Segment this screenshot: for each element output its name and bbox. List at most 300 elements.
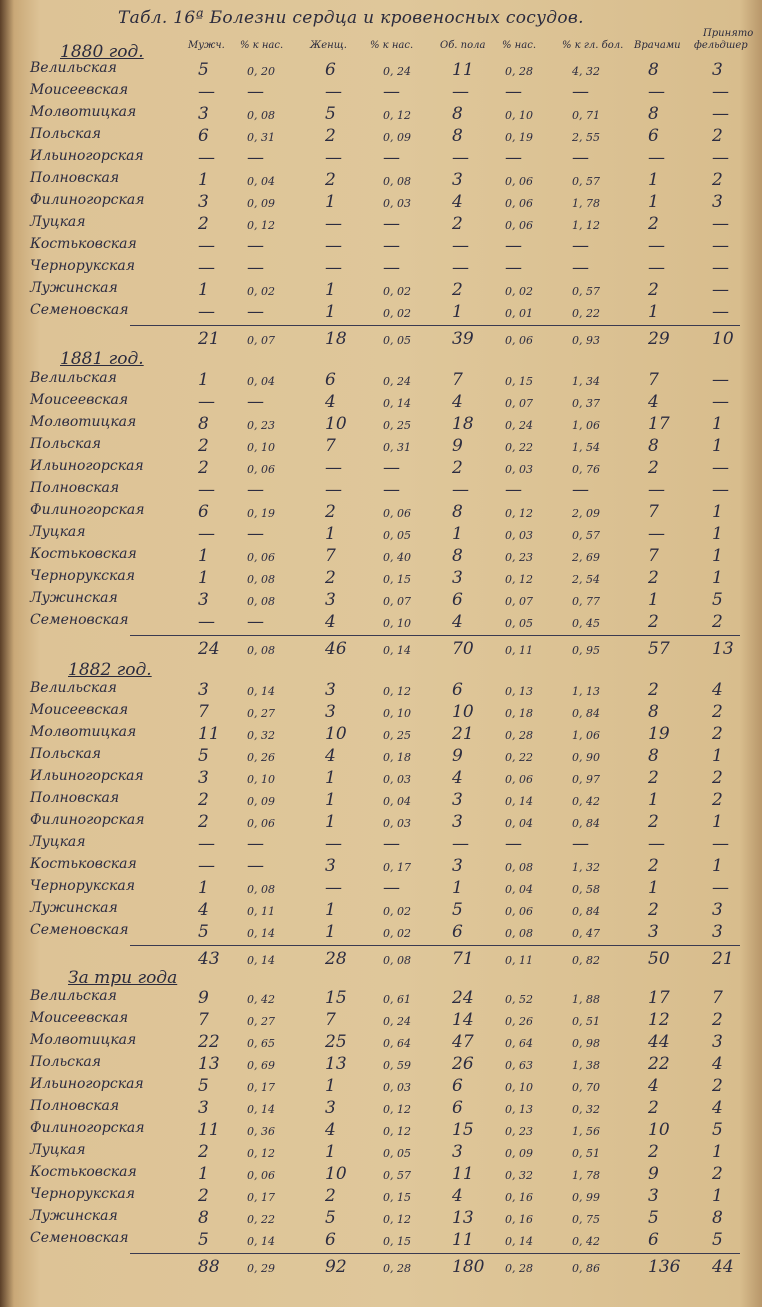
- table-cell: 3: [198, 768, 209, 788]
- table-cell: 4, 32: [572, 65, 600, 78]
- table-cell: 3: [325, 702, 336, 722]
- total-cell: 39: [452, 329, 474, 349]
- table-cell: —: [247, 236, 264, 256]
- table-cell: 0, 14: [383, 397, 411, 410]
- table-cell: 0, 05: [383, 1147, 411, 1160]
- table-cell: 0, 70: [572, 1081, 600, 1094]
- table-cell: 2: [712, 126, 723, 146]
- table-cell: 2: [712, 768, 723, 788]
- volost-name: Велильская: [30, 680, 117, 696]
- table-cell: 1: [712, 746, 723, 766]
- table-cell: 6: [452, 590, 463, 610]
- table-cell: 1: [198, 170, 209, 190]
- table-cell: 3: [325, 590, 336, 610]
- table-cell: 0, 58: [572, 883, 600, 896]
- table-cell: 0, 69: [247, 1059, 275, 1072]
- volost-name: Семеновская: [30, 302, 129, 318]
- table-cell: 10: [325, 414, 347, 434]
- volost-name: Костьковская: [30, 1164, 137, 1180]
- table-row: [0, 922, 762, 944]
- table-cell: 0, 11: [247, 905, 275, 918]
- table-cell: 2: [712, 1010, 723, 1030]
- table-cell: 2: [712, 612, 723, 632]
- table-row: [0, 1098, 762, 1120]
- table-cell: 1: [198, 370, 209, 390]
- table-cell: —: [247, 524, 264, 544]
- table-cell: 0, 64: [383, 1037, 411, 1050]
- table-cell: 0, 12: [505, 507, 533, 520]
- table-cell: 5: [198, 1230, 209, 1250]
- table-cell: 3: [712, 192, 723, 212]
- volost-name: Ильиногорская: [30, 458, 144, 474]
- table-cell: 1: [198, 878, 209, 898]
- table-cell: 0, 12: [383, 1125, 411, 1138]
- table-cell: —: [572, 82, 589, 102]
- total-cell: 0, 08: [247, 644, 275, 657]
- table-cell: 0, 06: [505, 905, 533, 918]
- table-cell: 0, 12: [247, 219, 275, 232]
- table-cell: 0, 25: [383, 419, 411, 432]
- table-cell: —: [648, 148, 665, 168]
- header-female-pct: % к нас.: [370, 40, 414, 51]
- table-cell: 8: [198, 1208, 209, 1228]
- table-cell: —: [198, 480, 215, 500]
- table-cell: —: [648, 236, 665, 256]
- section-heading: 1880 год.: [60, 42, 144, 62]
- table-cell: —: [198, 258, 215, 278]
- table-cell: 9: [452, 746, 463, 766]
- table-cell: 1, 38: [572, 1059, 600, 1072]
- table-cell: 9: [198, 988, 209, 1008]
- table-cell: —: [325, 480, 342, 500]
- volost-name: Ильиногорская: [30, 768, 144, 784]
- table-cell: 0, 16: [505, 1191, 533, 1204]
- table-cell: 22: [648, 1054, 670, 1074]
- table-row: [0, 1032, 762, 1054]
- table-cell: 3: [325, 680, 336, 700]
- table-cell: —: [712, 392, 729, 412]
- table-cell: 1, 56: [572, 1125, 600, 1138]
- table-cell: 3: [648, 1186, 659, 1206]
- table-cell: 0, 31: [247, 131, 275, 144]
- total-rule: [130, 945, 740, 946]
- table-cell: 0, 08: [247, 109, 275, 122]
- volost-name: Семеновская: [30, 922, 129, 938]
- volost-name: Луцкая: [30, 1142, 86, 1158]
- table-cell: 0, 27: [247, 1015, 275, 1028]
- total-cell: 0, 82: [572, 954, 600, 967]
- table-cell: 0, 10: [247, 441, 275, 454]
- table-cell: 4: [452, 392, 463, 412]
- volost-name: Молвотицкая: [30, 724, 137, 740]
- volost-name: Семеновская: [30, 612, 129, 628]
- table-cell: 0, 76: [572, 463, 600, 476]
- table-cell: 3: [452, 856, 463, 876]
- table-row: [0, 812, 762, 834]
- table-cell: 3: [198, 192, 209, 212]
- table-cell: —: [712, 214, 729, 234]
- table-cell: 1: [452, 302, 463, 322]
- table-cell: 0, 08: [383, 175, 411, 188]
- table-cell: 0, 12: [247, 1147, 275, 1160]
- table-cell: —: [198, 82, 215, 102]
- table-cell: —: [572, 236, 589, 256]
- table-cell: 4: [648, 392, 659, 412]
- table-cell: 1: [325, 790, 336, 810]
- table-row: [0, 370, 762, 392]
- volost-name: Лужинская: [30, 1208, 118, 1224]
- table-cell: 0, 71: [572, 109, 600, 122]
- table-cell: 0, 61: [383, 993, 411, 1006]
- table-cell: 0, 18: [383, 751, 411, 764]
- table-cell: 1: [712, 856, 723, 876]
- table-cell: 3: [712, 60, 723, 80]
- table-row: [0, 1142, 762, 1164]
- table-cell: 4: [712, 1098, 723, 1118]
- table-cell: —: [325, 258, 342, 278]
- table-cell: —: [247, 834, 264, 854]
- table-cell: 0, 64: [505, 1037, 533, 1050]
- header-male: Мужч.: [188, 40, 225, 51]
- table-cell: 0, 27: [247, 707, 275, 720]
- table-cell: —: [383, 258, 400, 278]
- table-cell: 0, 19: [505, 131, 533, 144]
- table-cell: 2: [198, 458, 209, 478]
- table-cell: 0, 04: [505, 883, 533, 896]
- table-cell: 0, 10: [383, 617, 411, 630]
- total-cell: 0, 11: [505, 644, 533, 657]
- table-row: [0, 1076, 762, 1098]
- table-cell: 0, 01: [505, 307, 533, 320]
- table-cell: —: [648, 834, 665, 854]
- table-cell: 3: [452, 812, 463, 832]
- table-cell: 2: [198, 1186, 209, 1206]
- table-cell: 2, 54: [572, 573, 600, 586]
- table-cell: —: [505, 834, 522, 854]
- table-cell: 1, 54: [572, 441, 600, 454]
- table-cell: 0, 42: [572, 795, 600, 808]
- table-cell: 8: [648, 702, 659, 722]
- table-cell: 1: [325, 192, 336, 212]
- table-cell: 4: [325, 746, 336, 766]
- table-cell: 18: [452, 414, 474, 434]
- table-cell: 0, 04: [383, 795, 411, 808]
- table-cell: 17: [648, 414, 670, 434]
- table-row: [0, 568, 762, 590]
- table-cell: 0, 90: [572, 751, 600, 764]
- table-cell: 3: [325, 1098, 336, 1118]
- table-row: [0, 280, 762, 302]
- table-cell: 1: [712, 568, 723, 588]
- table-cell: 0, 08: [247, 883, 275, 896]
- table-row: [0, 436, 762, 458]
- table-cell: 5: [198, 1076, 209, 1096]
- table-cell: —: [247, 480, 264, 500]
- table-cell: 1: [712, 546, 723, 566]
- total-cell: 136: [648, 1257, 681, 1277]
- volost-name: Польская: [30, 1054, 101, 1070]
- total-cell: 43: [198, 949, 220, 969]
- table-cell: —: [452, 480, 469, 500]
- volost-name: Филиногорская: [30, 812, 145, 828]
- table-cell: 19: [648, 724, 670, 744]
- table-cell: 0, 24: [383, 65, 411, 78]
- table-cell: 0, 65: [247, 1037, 275, 1050]
- table-cell: 0, 45: [572, 617, 600, 630]
- table-cell: 0, 63: [505, 1059, 533, 1072]
- table-cell: 0, 47: [572, 927, 600, 940]
- table-row: [0, 1230, 762, 1252]
- table-cell: 0, 51: [572, 1015, 600, 1028]
- volost-name: Ильиногорская: [30, 148, 144, 164]
- table-cell: 7: [325, 1010, 336, 1030]
- table-cell: 0, 57: [572, 285, 600, 298]
- table-cell: 8: [198, 414, 209, 434]
- table-cell: 3: [452, 790, 463, 810]
- table-cell: 2: [648, 458, 659, 478]
- table-cell: —: [712, 82, 729, 102]
- table-cell: 0, 24: [383, 1015, 411, 1028]
- table-cell: 0, 09: [505, 1147, 533, 1160]
- table-cell: 25: [325, 1032, 347, 1052]
- section-heading: 1881 год.: [60, 349, 144, 369]
- table-cell: 0, 24: [505, 419, 533, 432]
- total-cell: 21: [712, 949, 734, 969]
- table-cell: 3: [452, 1142, 463, 1162]
- volost-name: Лужинская: [30, 280, 118, 296]
- table-cell: 0, 75: [572, 1213, 600, 1226]
- table-cell: 0, 15: [383, 1191, 411, 1204]
- table-cell: 0, 07: [505, 397, 533, 410]
- table-cell: 11: [452, 1164, 474, 1184]
- table-cell: 0, 14: [247, 927, 275, 940]
- table-cell: 4: [452, 192, 463, 212]
- table-cell: 0, 06: [383, 507, 411, 520]
- total-cell: 0, 95: [572, 644, 600, 657]
- table-cell: 2: [198, 812, 209, 832]
- table-row: [0, 170, 762, 192]
- table-cell: 0, 10: [505, 1081, 533, 1094]
- table-cell: —: [572, 148, 589, 168]
- total-cell: 0, 28: [505, 1262, 533, 1275]
- volost-name: Семеновская: [30, 1230, 129, 1246]
- table-cell: 1, 32: [572, 861, 600, 874]
- table-cell: 1: [712, 812, 723, 832]
- table-row: [0, 524, 762, 546]
- table-cell: 5: [712, 1120, 723, 1140]
- total-row: [0, 639, 762, 661]
- table-cell: —: [505, 236, 522, 256]
- table-cell: 3: [198, 1098, 209, 1118]
- table-cell: 2: [648, 1142, 659, 1162]
- table-cell: —: [383, 878, 400, 898]
- table-cell: 1: [712, 414, 723, 434]
- volost-name: Ильиногорская: [30, 1076, 144, 1092]
- table-cell: 0, 99: [572, 1191, 600, 1204]
- table-cell: 2: [325, 1186, 336, 1206]
- table-row: [0, 258, 762, 280]
- table-cell: 0, 06: [247, 463, 275, 476]
- table-cell: 0, 02: [505, 285, 533, 298]
- table-cell: —: [247, 82, 264, 102]
- table-cell: 1: [325, 524, 336, 544]
- table-cell: 0, 32: [247, 729, 275, 742]
- table-cell: 2: [648, 900, 659, 920]
- table-cell: 6: [648, 1230, 659, 1250]
- total-cell: 18: [325, 329, 347, 349]
- table-cell: —: [198, 148, 215, 168]
- table-cell: 1, 88: [572, 993, 600, 1006]
- table-cell: —: [648, 480, 665, 500]
- table-cell: 7: [648, 370, 659, 390]
- table-cell: 1: [648, 302, 659, 322]
- total-rule: [130, 1253, 740, 1254]
- table-cell: 1: [712, 1142, 723, 1162]
- volost-name: Польская: [30, 126, 101, 142]
- table-cell: 15: [452, 1120, 474, 1140]
- table-cell: —: [383, 458, 400, 478]
- table-cell: 2, 69: [572, 551, 600, 564]
- table-cell: 0, 02: [383, 905, 411, 918]
- volost-name: Молвотицкая: [30, 414, 137, 430]
- table-cell: 0, 31: [383, 441, 411, 454]
- table-row: [0, 126, 762, 148]
- total-cell: 70: [452, 639, 474, 659]
- header-both-pct: % нас.: [502, 40, 537, 51]
- table-cell: —: [712, 236, 729, 256]
- table-cell: 6: [325, 1230, 336, 1250]
- table-cell: 5: [712, 1230, 723, 1250]
- table-cell: 2: [648, 612, 659, 632]
- table-cell: 0, 84: [572, 707, 600, 720]
- table-row: [0, 856, 762, 878]
- table-cell: 2: [325, 170, 336, 190]
- table-cell: 1: [325, 922, 336, 942]
- table-cell: —: [712, 480, 729, 500]
- table-cell: 0, 05: [505, 617, 533, 630]
- total-cell: 0, 14: [247, 954, 275, 967]
- table-cell: 0, 23: [247, 419, 275, 432]
- table-cell: 2: [648, 768, 659, 788]
- volost-name: Чернорукская: [30, 568, 135, 584]
- table-cell: 0, 15: [383, 573, 411, 586]
- total-cell: 0, 07: [247, 334, 275, 347]
- table-cell: 0, 06: [505, 219, 533, 232]
- table-cell: —: [452, 236, 469, 256]
- table-cell: —: [383, 148, 400, 168]
- table-cell: —: [452, 82, 469, 102]
- table-cell: 0, 03: [383, 773, 411, 786]
- table-cell: 1, 78: [572, 1169, 600, 1182]
- table-cell: 2: [712, 790, 723, 810]
- table-cell: —: [198, 236, 215, 256]
- table-cell: 0, 02: [383, 307, 411, 320]
- table-cell: 6: [198, 126, 209, 146]
- table-cell: 26: [452, 1054, 474, 1074]
- table-cell: 2: [648, 568, 659, 588]
- total-rule: [130, 635, 740, 636]
- table-cell: 0, 84: [572, 905, 600, 918]
- table-cell: —: [383, 236, 400, 256]
- table-cell: —: [198, 856, 215, 876]
- table-cell: 2: [648, 680, 659, 700]
- table-cell: 1: [712, 524, 723, 544]
- table-cell: 0, 22: [247, 1213, 275, 1226]
- table-cell: —: [452, 834, 469, 854]
- table-cell: —: [712, 458, 729, 478]
- table-row: [0, 392, 762, 414]
- table-cell: 0, 02: [383, 285, 411, 298]
- table-cell: 2: [452, 280, 463, 300]
- table-cell: 2: [648, 812, 659, 832]
- table-cell: 4: [325, 1120, 336, 1140]
- table-cell: —: [712, 148, 729, 168]
- table-cell: —: [383, 834, 400, 854]
- volost-name: Лужинская: [30, 590, 118, 606]
- table-cell: 3: [325, 856, 336, 876]
- header-male-pct: % к нас.: [240, 40, 284, 51]
- table-cell: 0, 57: [383, 1169, 411, 1182]
- table-cell: 1: [648, 170, 659, 190]
- volost-name: Филиногорская: [30, 192, 145, 208]
- total-cell: 0, 29: [247, 1262, 275, 1275]
- table-cell: 0, 37: [572, 397, 600, 410]
- total-cell: 10: [712, 329, 734, 349]
- table-cell: 1: [452, 878, 463, 898]
- table-cell: 10: [648, 1120, 670, 1140]
- table-cell: 1: [325, 900, 336, 920]
- table-cell: —: [325, 236, 342, 256]
- volost-name: Моисеевская: [30, 1010, 129, 1026]
- volost-name: Моисеевская: [30, 392, 129, 408]
- table-cell: —: [247, 612, 264, 632]
- table-cell: 1: [325, 280, 336, 300]
- table-cell: 0, 12: [383, 109, 411, 122]
- table-cell: 17: [648, 988, 670, 1008]
- table-cell: 7: [198, 1010, 209, 1030]
- table-cell: 0, 84: [572, 817, 600, 830]
- table-cell: 1: [712, 1186, 723, 1206]
- total-row: [0, 329, 762, 351]
- table-cell: 0, 13: [505, 1103, 533, 1116]
- table-cell: 1: [325, 1076, 336, 1096]
- table-cell: 0, 14: [247, 1103, 275, 1116]
- table-row: [0, 768, 762, 790]
- volost-name: Лужинская: [30, 900, 118, 916]
- table-cell: —: [712, 280, 729, 300]
- table-cell: 1: [712, 436, 723, 456]
- table-cell: 1: [325, 302, 336, 322]
- table-row: [0, 702, 762, 724]
- table-cell: 2: [198, 1142, 209, 1162]
- table-cell: 0, 08: [247, 573, 275, 586]
- table-cell: 0, 26: [247, 751, 275, 764]
- table-cell: 8: [452, 546, 463, 566]
- volost-name: Луцкая: [30, 834, 86, 850]
- table-cell: —: [198, 524, 215, 544]
- table-cell: 0, 16: [505, 1213, 533, 1226]
- table-cell: 0, 12: [383, 1103, 411, 1116]
- table-cell: 4: [648, 1076, 659, 1096]
- table-cell: 1: [198, 280, 209, 300]
- table-cell: 6: [452, 680, 463, 700]
- table-cell: 2: [712, 724, 723, 744]
- table-cell: 0, 23: [505, 551, 533, 564]
- table-cell: 4: [712, 1054, 723, 1074]
- table-cell: —: [648, 524, 665, 544]
- table-cell: 4: [712, 680, 723, 700]
- table-cell: 0, 19: [247, 507, 275, 520]
